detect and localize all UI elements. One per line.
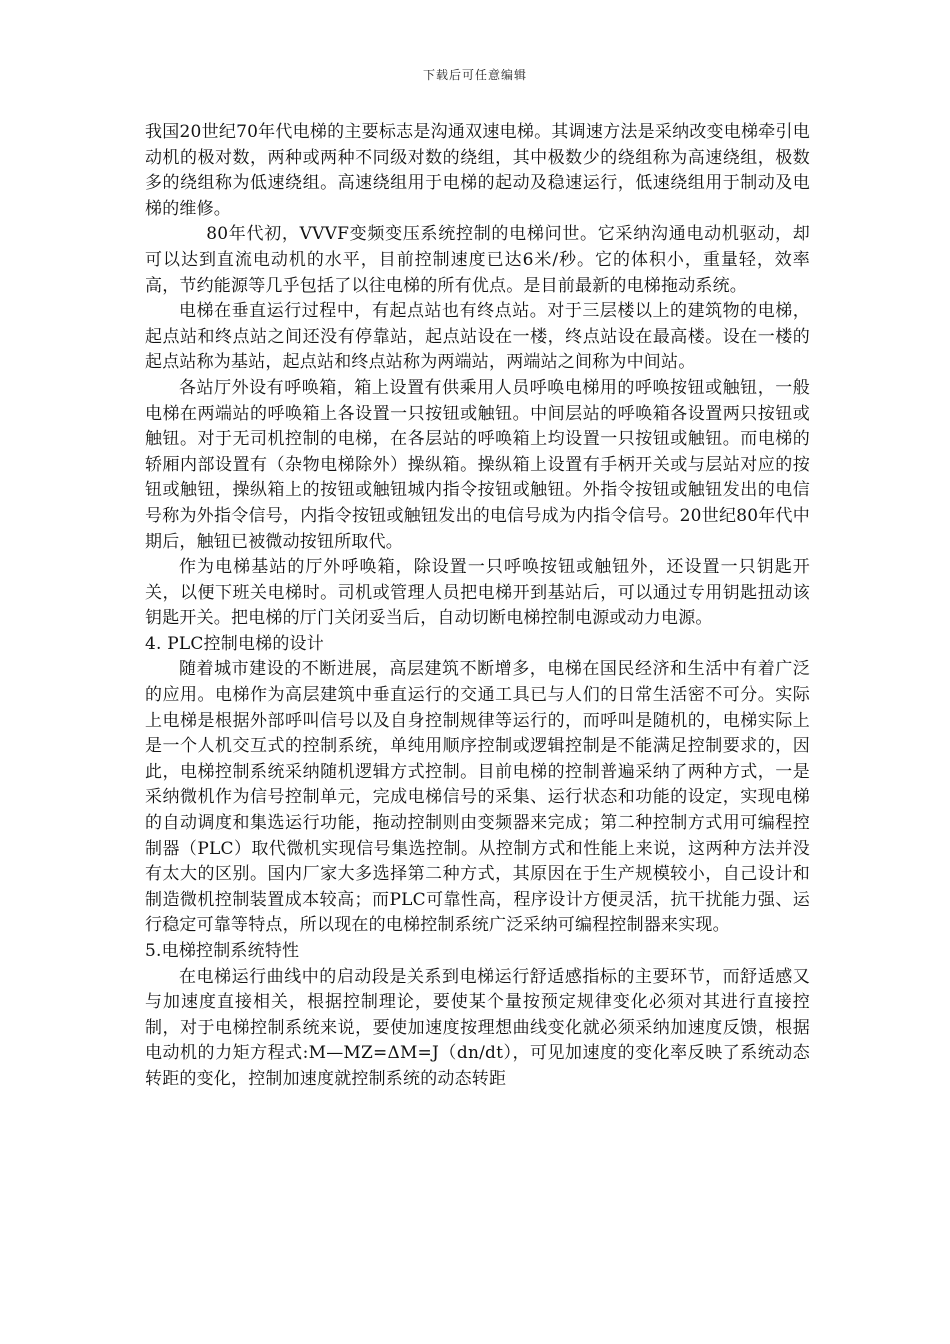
document-body	[145, 120, 810, 1093]
paragraph-4: 各站厅外设有呼唤箱，箱上设置有供乘用人员呼唤电梯用的呼唤按钮或触钮，一般电梯在两端站的呼唤箱上各设置一只按钮或触钮。中间层站的呼唤箱各设置两只按钮或触钮。对于无司机控制的电梯，在各层站的呼唤箱上均设置一只按钮或触钮。而电梯的轿厢内部设置有（杂物电梯除外）操纵箱。操纵箱上设置有手柄开关或与层站对应的按钮或触钮，操纵箱上的按钮或触钮城内指令按钮或触钮。外指令按钮或触钮发出的电信号称为外指令信号，内指令按钮或触钮发出的电信号成为内指令信号。20世纪80年代中期后，触钮已被微动按钮所取代。	[145, 377, 810, 552]
section-heading-5: 5.电梯控制系统特性	[145, 941, 300, 961]
paragraph-2: 80年代初，VVVF变频变压系统控制的电梯问世。它采纳沟通电动机驱动，却可以达到直流电动机的水平，目前控制速度已达6米/秒。它的体积小，重量轻，效率高，节约能源等几乎包括了以往电梯的所有优点。是目前最新的电梯拖动系统。	[145, 224, 810, 296]
paragraph-3: 电梯在垂直运行过程中，有起点站也有终点站。对于三层楼以上的建筑物的电梯，起点站和终点站之间还没有停靠站，起点站设在一楼，终点站设在最高楼。设在一楼的起点站称为基站，起点站和终点站称为两端站，两端站之间称为中间站。	[145, 301, 810, 373]
section-heading-4: 4. PLC控制电梯的设计	[145, 633, 324, 654]
paragraph-1: 我国20世纪70年代电梯的主要标志是沟通双速电梯。其调速方法是采纳改变电梯牵引电动机的极对数，两种或两种不同级对数的绕组，其中极数少的绕组称为高速绕组，极数多的绕组称为低速绕组。高速绕组用于电梯的起动及稳速运行，低速绕组用于制动及电梯的维修。	[145, 122, 810, 219]
paragraph-6: 随着城市建设的不断进展，高层建筑不断增多，电梯在国民经济和生活中有着广泛的应用。电梯作为高层建筑中垂直运行的交通工具已与人们的日常生活密不可分。实际上电梯是根据外部呼叫信号以及自身控制规律等运行的，而呼叫是随机的，电梯实际上是一个人机交互式的控制系统，单纯用顺序控制或逻辑控制是不能满足控制要求的，因此，电梯控制系统采纳随机逻辑方式控制。目前电梯的控制普遍采纳了两种方式，一是采纳微机作为信号控制单元，完成电梯信号的采集、运行状态和功能的设定，实现电梯的自动调度和集选运行功能，拖动控制则由变频器来完成；第二种控制方式用可编程控制器（PLC）取代微机实现信号集选控制。从控制方式和性能上来说，这两种方法并没有太大的区别。国内厂家大多选择第二种方式，其原因在于生产规模较小，自己设计和制造微机控制装置成本较高；而PLC可靠性高，程序设计方便灵活，抗干扰能力强、运行稳定可靠等特点，所以现在的电梯控制系统广泛采纳可编程控制器来实现。	[145, 659, 810, 936]
page-header: 下载后可任意编辑	[422, 68, 527, 82]
paragraph-7: 在电梯运行曲线中的启动段是关系到电梯运行舒适感指标的主要环节，而舒适感又与加速度直接相关，根据控制理论，要使某个量按预定规律变化必须对其进行直接控制，对于电梯控制系统来说，要使加速度按理想曲线变化就必须采纳加速度反馈，根据电动机的力矩方程式:M—MZ=ΔM=J（dn/dt），可见加速度的变化率反映了系统动态转距的变化，控制加速度就控制系统的动态转距	[145, 966, 810, 1089]
paragraph-5: 作为电梯基站的厅外呼唤箱，除设置一只呼唤按钮或触钮外，还设置一只钥匙开关，以便下班关电梯时。司机或管理人员把电梯开到基站后，可以通过专用钥匙扭动该钥匙开关。把电梯的厅门关闭妥当后，自动切断电梯控制电源或动力电源。	[145, 557, 810, 629]
